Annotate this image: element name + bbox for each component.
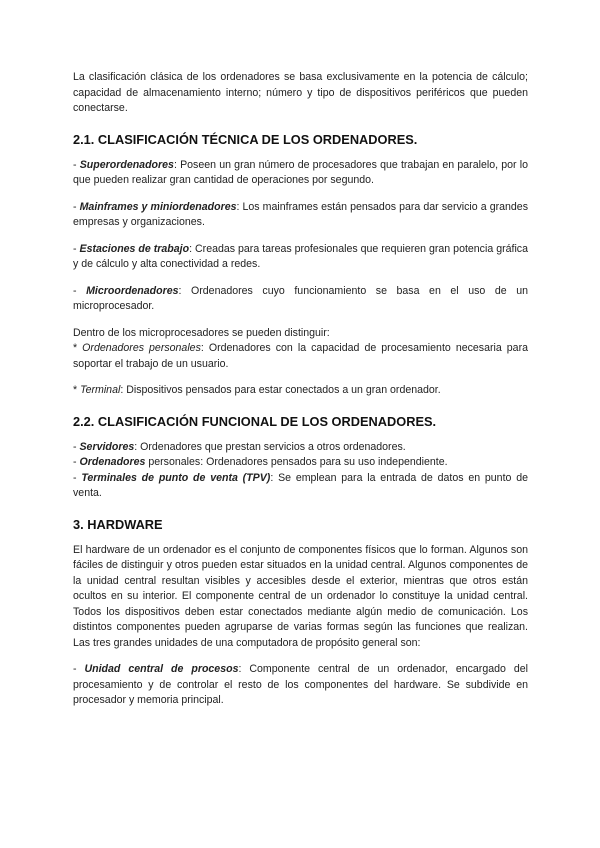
term-estaciones-de-trabajo: Estaciones de trabajo bbox=[79, 242, 190, 255]
term-mainframes: Mainframes y miniordenadores bbox=[79, 200, 237, 213]
section-3-heading: 3. HARDWARE bbox=[73, 516, 163, 532]
section-2-1-heading: 2.1. CLASIFICACIÓN TÉCNICA DE LOS ORDENADORES. bbox=[73, 131, 418, 147]
micro-intro: Dentro de los microprocesadores se pueden distinguir: bbox=[73, 326, 330, 339]
hardware-paragraph: El hardware de un ordenador es el conjunto de componentes físicos que lo forman. Algunos son fáciles de distinguir y otros pueden estar situados en la unidad central. Algunos componentes de la unidad central resultan visibles y accesibles desde el exterior, mientras que otros están ocultos en su interior. El componente central de un ordenador lo constituye la unidad central. Todos los dispositivos deben estar conectados mediante algún medio de comunicación. Los distintos componentes pueden agruparse de varias formas según las funciones que realizan. Las tres grandes unidades de una computadora de propósito general son: bbox=[73, 543, 528, 649]
item-mainframes: - Mainframes y miniordenadores: Los mainframes están pensados para dar servicio a grandes empresas y organizaciones. bbox=[73, 200, 528, 228]
term-servidores: Servidores bbox=[79, 440, 135, 453]
item-tpv: - Terminales de punto de venta (TPV): Se emplean para la entrada de datos en punto de venta. bbox=[73, 471, 528, 499]
intro-paragraph: La clasificación clásica de los ordenadores se basa exclusivamente en la potencia de cálculo; capacidad de almacenamiento interno; número y tipo de dispositivos periféricos que pueden conectarse. bbox=[73, 71, 528, 114]
term-microordenadores: Microordenadores bbox=[86, 284, 179, 297]
item-terminal: * Terminal: Dispositivos pensados para estar conectados a un gran ordenador. bbox=[73, 384, 441, 396]
item-servidores: - Servidores: Ordenadores que prestan servicios a otros ordenadores. bbox=[73, 440, 406, 453]
document-content bbox=[73, 70, 528, 709]
term-ordenadores: Ordenadores bbox=[79, 456, 146, 468]
item-ordenadores-personales-func: - Ordenadores personales: Ordenadores pensados para su uso independiente. bbox=[73, 456, 448, 468]
term-ordenadores-personales: Ordenadores personales bbox=[82, 342, 201, 354]
term-superordenadores: Superordenadores bbox=[79, 158, 174, 171]
term-unidad-central: Unidad central de procesos bbox=[84, 663, 239, 675]
item-microordenadores: - Microordenadores: Ordenadores cuyo funcionamiento se basa en el uso de un microprocesador. bbox=[73, 284, 528, 312]
item-superordenadores: - Superordenadores: Poseen un gran número de procesadores que trabajan en paralelo, por lo que pueden realizar gran cantidad de operaciones por segundo. bbox=[73, 158, 528, 186]
term-tpv: Terminales de punto de venta (TPV) bbox=[81, 471, 271, 484]
item-unidad-central: - Unidad central de procesos: Componente central de un ordenador, encargado del procesamiento y de controlar el resto de los componentes del hardware. Se subdivide en procesador y memoria principal. bbox=[73, 663, 528, 706]
item-estaciones-de-trabajo: - Estaciones de trabajo: Creadas para tareas profesionales que requieren gran potencia gráfica y de cálculo y alta conectividad a redes. bbox=[73, 242, 528, 270]
section-2-2-heading: 2.2. CLASIFICACIÓN FUNCIONAL DE LOS ORDENADORES. bbox=[73, 413, 437, 429]
term-terminal: Terminal bbox=[80, 384, 121, 396]
item-ordenadores-personales: * Ordenadores personales: Ordenadores con la capacidad de procesamiento necesaria para soportar el trabajo de un usuario. bbox=[73, 342, 528, 370]
